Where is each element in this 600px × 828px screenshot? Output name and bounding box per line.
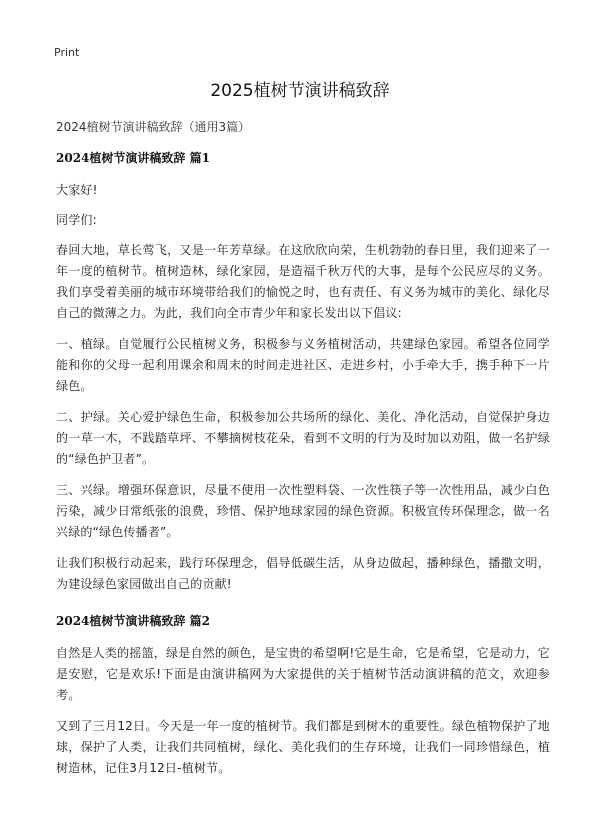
page-title: 2025植树节演讲稿致辞 xyxy=(210,81,390,101)
paragraph-protect-green: 二、护绿。关心爱护绿色生命，积极参加公共场所的绿化、美化、净化活动，自觉保护身边的一草一木，不践踏草坪、不攀摘树枝花朵，看到不文明的行为及时加以劝阻，做一名护绿的“绿色护卫者”。 xyxy=(56,410,550,466)
article-body xyxy=(56,119,550,789)
paragraph-intro: 春回大地，草长莺飞，又是一年芳草绿。在这欣欣向荣，生机勃勃的春日里，我们迎来了一年一度的植树节。植树造林，绿化家园，是造福千秋万代的大事，是每个公民应尽的义务。我们享受着美丽的城市环境带给我们的愉悦之时，也有责任、有义务为城市的美化、绿化尽自己的微薄之力。为此，我们向全市青少年和家长发出以下倡议: xyxy=(56,243,550,320)
paragraph-salutation: 同学们: xyxy=(56,213,97,227)
paragraph-promote-green: 三、兴绿。增强环保意识，尽量不使用一次性塑料袋、一次性筷子等一次性用品，减少白色污染，减少日常纸张的浪费，珍惜、保护地球家园的绿色资源。积极宣传环保理念，做一名兴绿的“绿色传播者”。 xyxy=(56,483,550,539)
paragraph-greeting: 大家好! xyxy=(56,183,98,197)
section-heading-1: 2024植树节演讲稿致辞 篇1 xyxy=(56,151,210,165)
paragraph-nature: 自然是人类的摇篮，绿是自然的颜色，是宝贵的希望啊!它是生命，它是希望，它是动力，它是安慰，它是欢乐!下面是由演讲稿网为大家提供的关于植树节活动演讲稿的范文，欢迎参考。 xyxy=(56,646,550,702)
print-link[interactable]: Print xyxy=(54,46,80,59)
article-subtitle: 2024植树节演讲稿致辞（通用3篇） xyxy=(56,120,251,134)
paragraph-call-to-action: 让我们积极行动起来，践行环保理念，倡导低碳生活，从身边做起，播种绿色，播撒文明，为建设绿色家园做出自己的贡献! xyxy=(56,556,550,591)
paragraph-plant-green: 一、植绿。自觉履行公民植树义务，积极参与义务植树活动，共建绿色家园。希望各位同学能和你的父母一起利用课余和周末的时间走进社区、走进乡村，小手牵大手，携手种下一片绿色。 xyxy=(56,337,550,393)
paragraph-march-12: 又到了三月12日。今天是一年一度的植树节。我们都是到树木的重要性。绿色植物保护了地球，保护了人类，让我们共同植树，绿化、美化我们的生存环境，让我们一同珍惜绿色，植树造林，记住3月12日-植树节。 xyxy=(56,719,550,775)
section-heading-2: 2024植树节演讲稿致辞 篇2 xyxy=(56,614,210,628)
